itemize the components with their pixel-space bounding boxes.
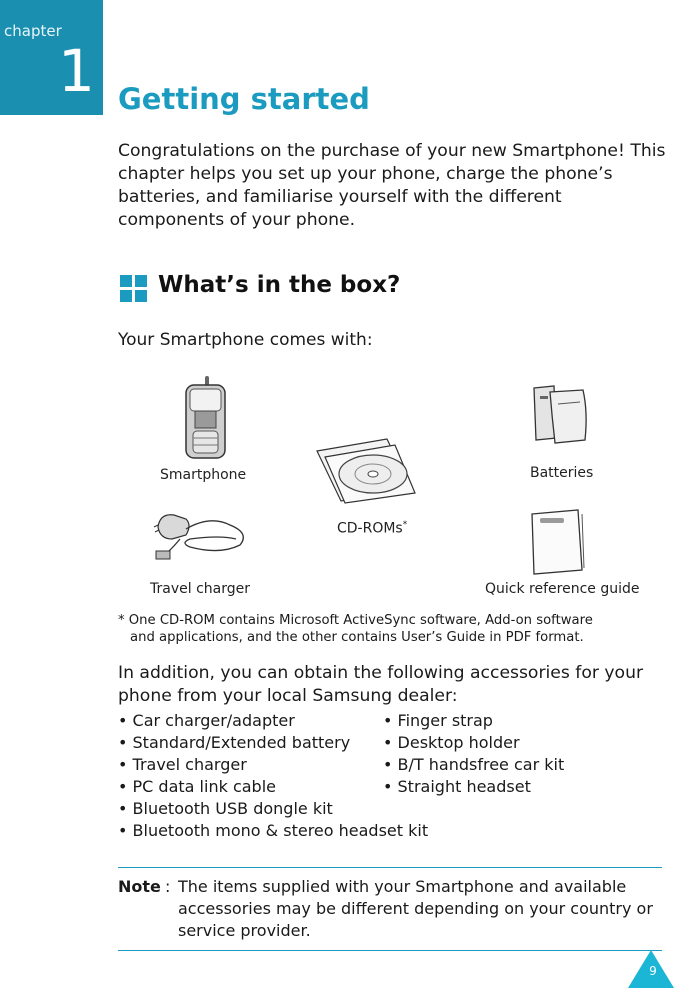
note-colon: :	[165, 877, 171, 896]
list-item: • PC data link cable	[118, 777, 276, 796]
note-text: The items supplied with your Smartphone and available accessories may be different depending on your country or service provider.	[178, 877, 653, 940]
cdroms-illustration	[315, 437, 417, 505]
note-bottom-divider	[118, 950, 662, 951]
footnote	[118, 612, 658, 646]
quick-reference-guide-illustration	[528, 508, 586, 576]
list-item: • Bluetooth USB dongle kit	[118, 799, 333, 818]
page-number: 9	[649, 964, 657, 978]
intro-paragraph: Congratulations on the purchase of your new Smartphone! This chapter helps you set up your phone, charge the phone’s batteries, and familiarise yourself with the different components of your phone.	[118, 141, 666, 230]
section-heading: What’s in the box?	[158, 272, 401, 298]
chapter-number: 1	[58, 37, 95, 105]
accessories-list-right	[383, 710, 564, 798]
list-item: • Bluetooth mono & stereo headset kit	[118, 821, 429, 840]
note-label: Note	[118, 877, 161, 896]
caption-quick-reference-guide: Quick reference guide	[485, 581, 640, 597]
caption-batteries: Batteries	[530, 465, 594, 481]
accessories-list-left	[118, 710, 428, 842]
chapter-tab	[0, 0, 103, 115]
note-top-divider	[118, 867, 662, 868]
batteries-illustration	[528, 382, 590, 447]
footnote-line: * One CD-ROM contains Microsoft ActiveSync software, Add-on software	[118, 613, 593, 628]
accessories-intro: In addition, you can obtain the following accessories for your phone from your local Samsung dealer:	[118, 663, 644, 706]
list-item: • Travel charger	[118, 755, 247, 774]
section-grid-icon	[120, 275, 147, 302]
list-item: • Finger strap	[383, 711, 493, 730]
chapter-label: chapter	[4, 22, 62, 40]
caption-cdroms-footnote-mark: *	[402, 520, 408, 530]
list-item: • Car charger/adapter	[118, 711, 295, 730]
smartphone-illustration	[183, 375, 228, 460]
list-item: • Straight headset	[383, 777, 531, 796]
list-item: • Desktop holder	[383, 733, 520, 752]
comes-with-text: Your Smartphone comes with:	[118, 330, 373, 350]
page-title: Getting started	[118, 82, 370, 116]
footnote-line: and applications, and the other contains User’s Guide in PDF format.	[130, 630, 584, 645]
travel-charger-illustration	[150, 505, 260, 567]
caption-cdroms-text: CD-ROMs	[337, 520, 403, 537]
caption-cdroms	[337, 520, 407, 537]
list-item: • Standard/Extended battery	[118, 733, 351, 752]
caption-travel-charger: Travel charger	[150, 581, 250, 597]
caption-smartphone: Smartphone	[160, 467, 247, 483]
list-item: • B/T handsfree car kit	[383, 755, 565, 774]
